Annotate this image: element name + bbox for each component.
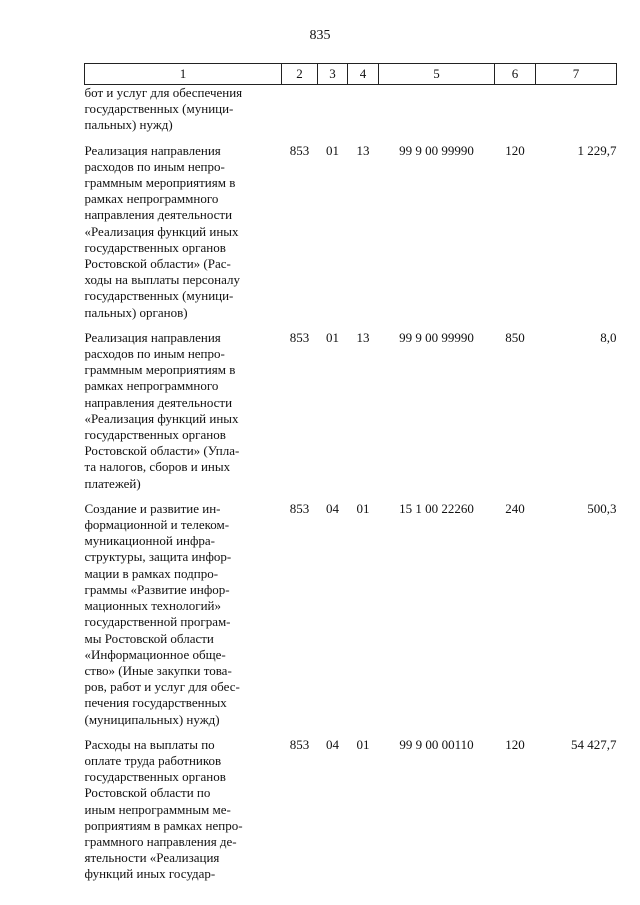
description-line: Реализация направления: [84, 142, 221, 158]
row-description: [85, 501, 282, 737]
description-line: граммы «Развитие инфор-: [84, 581, 230, 597]
description-line: направления деятельности: [84, 207, 233, 223]
row-description: [85, 330, 282, 501]
description-line: Реализация направления: [84, 329, 221, 345]
page-number: 835: [309, 28, 331, 43]
table-row: [85, 737, 617, 892]
description-line: расходов по иным непро-: [84, 158, 225, 174]
description-line: расходов по иным непро-: [84, 346, 225, 362]
section-code: [318, 85, 348, 143]
description-line: граммным мероприятиям в: [84, 175, 236, 191]
description-line: Ростовской области» (Рас-: [84, 256, 231, 272]
col-header-7: 7: [536, 64, 617, 85]
expense-type-code: 120: [505, 736, 525, 752]
ministry-code: [282, 85, 318, 143]
table-row: [85, 143, 617, 330]
description-line: государственной програм-: [84, 614, 231, 630]
ministry-code: 853: [289, 500, 310, 516]
amount: 54 427,7: [571, 736, 617, 752]
amount: 1 229,7: [577, 142, 617, 158]
table-row: [85, 85, 617, 143]
section-code: 04: [326, 736, 339, 752]
description-line: функций иных государ-: [84, 866, 216, 882]
row-description: [85, 737, 282, 892]
description-line: платежей): [84, 475, 141, 491]
expense-type-code: 850: [505, 329, 525, 345]
budget-table: [84, 63, 617, 892]
target-article-code: 99 9 00 99990: [399, 329, 474, 345]
target-article-code: [379, 85, 495, 143]
description-line: ров, работ и услуг для обес-: [84, 679, 240, 695]
description-line: «Реализация функций иных: [84, 223, 239, 239]
description-line: формационной и телеком-: [84, 517, 230, 533]
description-line: государственных органов: [84, 427, 226, 443]
description-line: структуры, защита инфор-: [84, 549, 232, 565]
row-description: [85, 143, 282, 330]
target-article-code: 99 9 00 99990: [399, 142, 474, 158]
expense-type-code: [495, 85, 536, 143]
description-line: иным непрограммным ме-: [84, 801, 231, 817]
description-line: государственных органов: [84, 769, 226, 785]
subsection-code: 13: [356, 142, 370, 158]
subsection-code: 13: [356, 329, 370, 345]
section-code: 01: [326, 329, 339, 345]
target-article-code: 99 9 00 00110: [399, 736, 474, 752]
col-header-4: 4: [348, 64, 379, 85]
col-header-1: 1: [85, 64, 282, 85]
description-line: Создание и развитие ин-: [84, 500, 221, 516]
target-article-code: 15 1 00 22260: [399, 500, 474, 516]
description-line: «Информационное обще-: [84, 646, 226, 662]
amount: [536, 85, 617, 143]
description-line: ство» (Иные закупки това-: [84, 662, 232, 678]
description-line: ятельности «Реализация: [84, 850, 220, 866]
table-row: [85, 501, 617, 737]
description-line: (муниципальных) нужд): [84, 711, 220, 727]
description-line: пальных) нужд): [84, 117, 173, 133]
description-line: мационных технологий»: [84, 598, 222, 614]
description-line: граммного направления де-: [84, 833, 237, 849]
subsection-code: [348, 85, 379, 143]
description-line: мы Ростовской области: [84, 630, 214, 646]
description-line: Ростовской области по: [84, 785, 211, 801]
col-header-6: 6: [495, 64, 536, 85]
section-code: 04: [326, 500, 339, 516]
row-description: [85, 85, 282, 143]
col-header-5: 5: [379, 64, 495, 85]
description-line: рамках непрограммного: [84, 191, 219, 207]
description-line: Расходы на выплаты по: [84, 736, 215, 752]
ministry-code: 853: [289, 329, 310, 345]
amount: 500,3: [587, 500, 617, 516]
col-header-2: 2: [282, 64, 318, 85]
description-line: государственных органов: [84, 239, 226, 255]
description-line: та налогов, сборов и иных: [84, 459, 231, 475]
description-line: бот и услуг для обеспечения: [84, 85, 243, 100]
expense-type-code: 240: [505, 500, 525, 516]
expense-type-code: 120: [505, 142, 525, 158]
description-line: ходы на выплаты персоналу: [84, 272, 240, 288]
description-line: оплате труда работников: [84, 752, 222, 768]
table-row: [85, 330, 617, 501]
ministry-code: 853: [289, 142, 310, 158]
description-line: мации в рамках подпро-: [84, 565, 219, 581]
description-line: роприятиям в рамках непро-: [84, 817, 243, 833]
table-body: [85, 85, 617, 892]
ministry-code: 853: [289, 736, 310, 752]
description-line: пальных) органов): [84, 304, 188, 320]
description-line: граммным мероприятиям в: [84, 362, 236, 378]
description-line: рамках непрограммного: [84, 378, 219, 394]
description-line: Ростовской области» (Упла-: [84, 443, 240, 459]
col-header-3: 3: [318, 64, 348, 85]
amount: 8,0: [600, 329, 617, 345]
subsection-code: 01: [356, 736, 370, 752]
description-line: направления деятельности: [84, 394, 233, 410]
subsection-code: 01: [356, 500, 370, 516]
description-line: муникационной инфра-: [84, 533, 216, 549]
description-line: «Реализация функций иных: [84, 410, 239, 426]
description-line: печения государственных: [84, 695, 227, 711]
section-code: 01: [326, 142, 339, 158]
description-line: государственных (муници-: [84, 288, 234, 304]
description-line: государственных (муници-: [84, 101, 234, 117]
header-row: [85, 64, 617, 85]
